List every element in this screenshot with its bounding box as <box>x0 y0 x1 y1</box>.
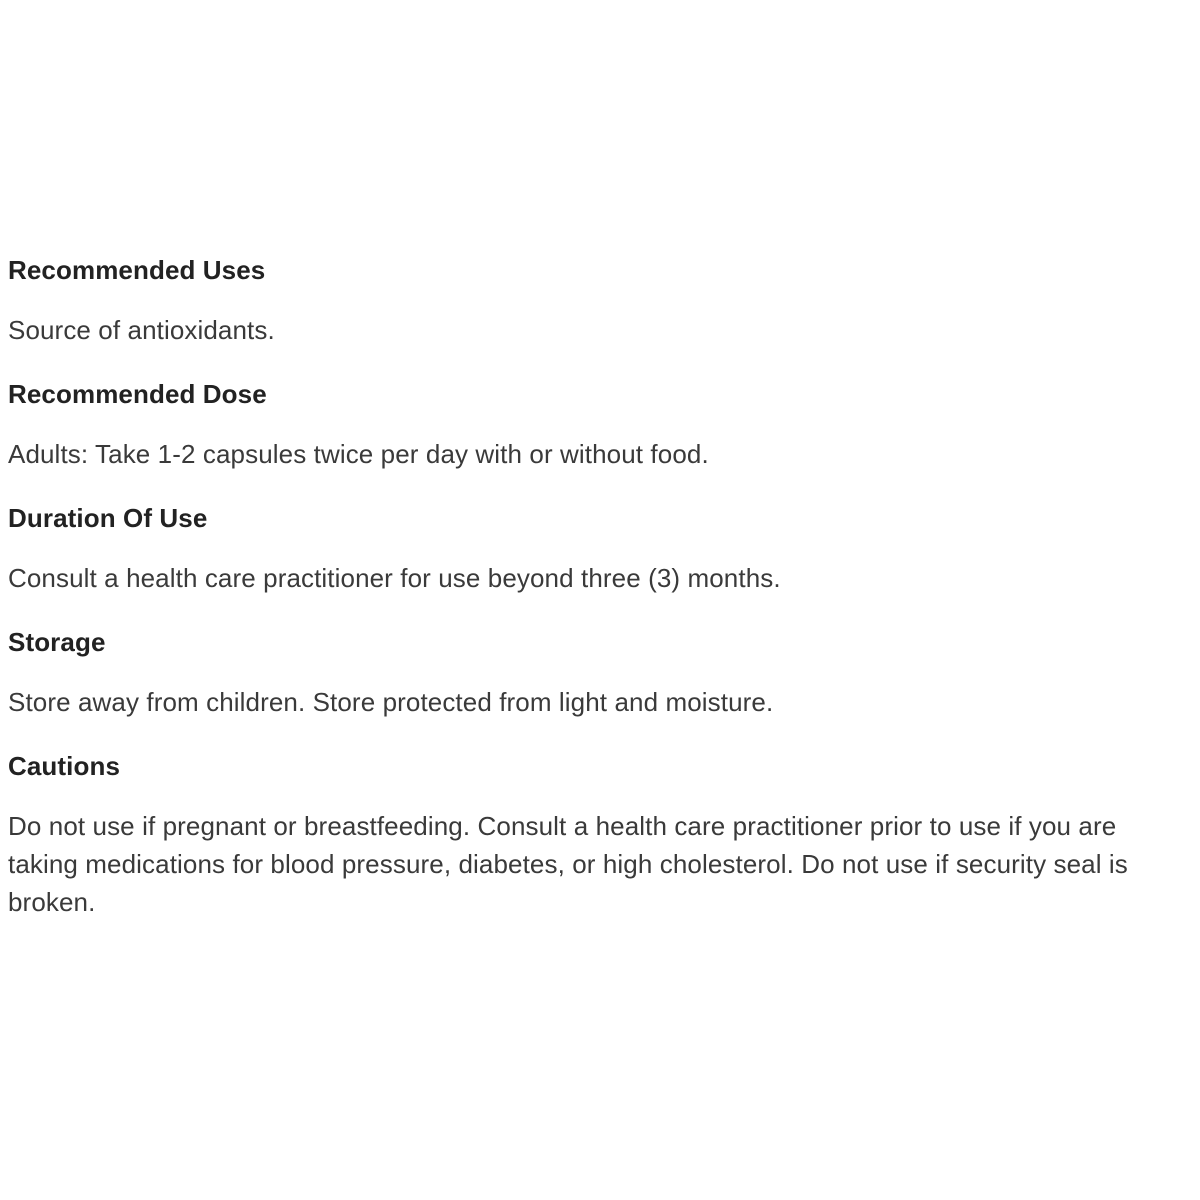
storage-heading: Storage <box>8 627 106 657</box>
product-info-content <box>8 252 1200 921</box>
recommended-dose-text: Adults: Take 1-2 capsules twice per day with or without food. <box>8 439 709 469</box>
recommended-dose-heading: Recommended Dose <box>8 379 267 409</box>
cautions-line-3: broken. <box>8 887 96 917</box>
cautions-line-1: Do not use if pregnant or breastfeeding. Consult a health care practitioner prior to use if you are <box>8 811 1117 841</box>
duration-of-use-heading: Duration Of Use <box>8 503 208 533</box>
recommended-uses-text: Source of antioxidants. <box>8 315 275 345</box>
recommended-uses-heading: Recommended Uses <box>8 255 266 285</box>
cautions-line-2: taking medications for blood pressure, diabetes, or high cholesterol. Do not use if security seal is <box>8 849 1128 879</box>
duration-of-use-text: Consult a health care practitioner for use beyond three (3) months. <box>8 563 781 593</box>
storage-text: Store away from children. Store protected from light and moisture. <box>8 687 774 717</box>
cautions-text <box>8 807 1198 921</box>
cautions-heading: Cautions <box>8 751 121 781</box>
